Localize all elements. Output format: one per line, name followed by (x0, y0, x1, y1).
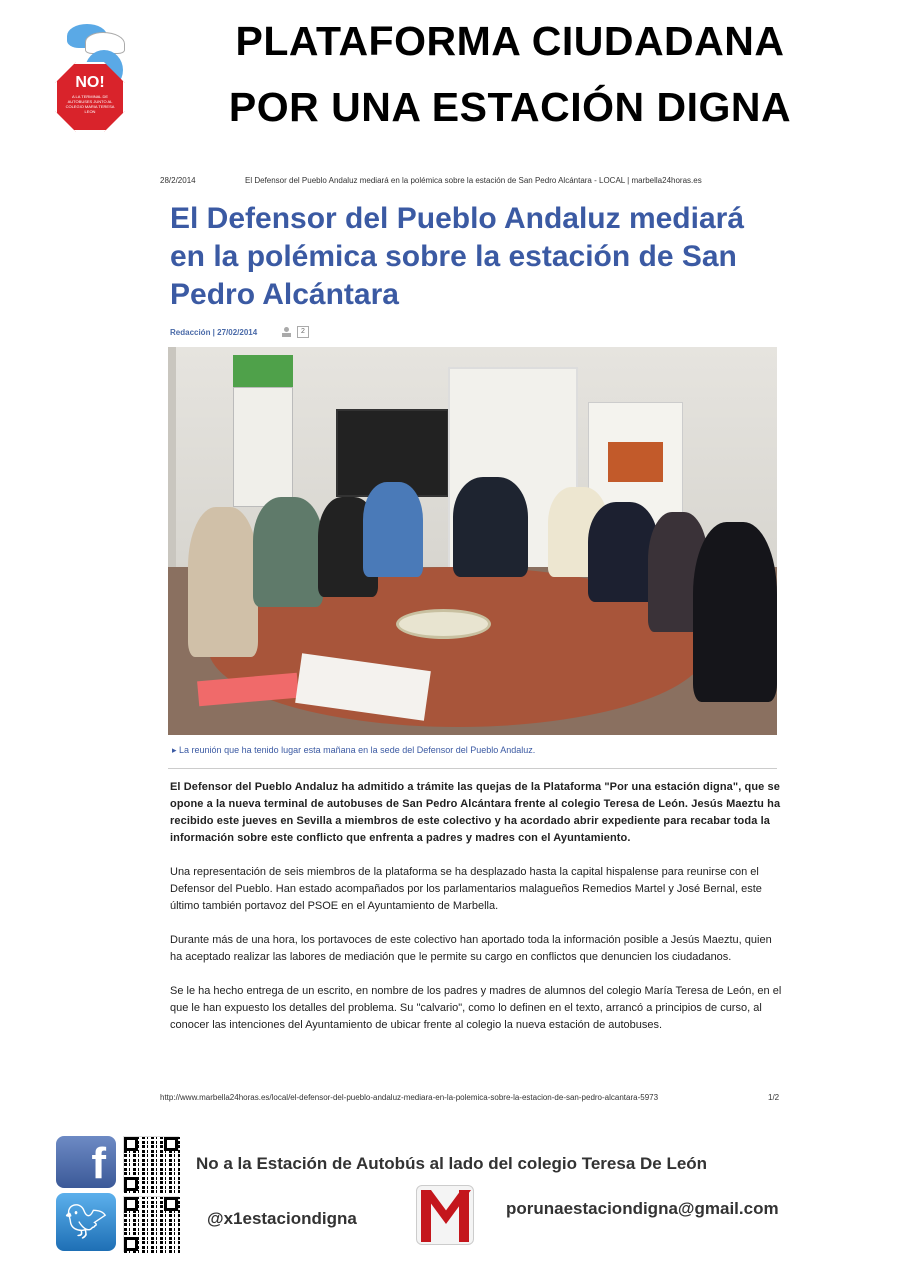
article-photo (168, 347, 777, 735)
paragraph: Una representación de seis miembros de la plataforma se ha desplazado hasta la capital hispalense para reunirse con el Defensor del Pueblo. Han estado acompañados por los parlamentarios malagueños Remedios Martel y José Bernal, este último también portavoz del PSOE en el Ayuntamiento de Marbella. (170, 866, 762, 912)
paragraph: El Defensor del Pueblo Andaluz ha admitido a trámite las quejas de la Plataforma "Por una estación digna", que se opone a la nueva terminal de autobuses de San Pedro Alcántara frente al colegio Teresa de León. Jesús Maeztu ha recibido este jueves en Sevilla a miembros de este colectivo y ha acordado abrir expediente para recabar toda la información sobre este conflicto que enfrenta a padres y madres con el Ayuntamiento. (170, 781, 781, 844)
facebook-qr-code (123, 1136, 179, 1192)
facebook-page-name[interactable]: No a la Estación de Autobús al lado del colegio Teresa De León (196, 1154, 708, 1173)
facebook-icon[interactable]: f (56, 1136, 116, 1188)
logo-subtext: A LA TERMINAL DE AUTOBUSES JUNTO AL COLEGIO MARIA TERESA LEON (65, 94, 115, 114)
paragraph: Durante más de una hora, los portavoces de este colectivo han aportado toda la información posible a Jesús Maeztu, quien ha aceptado realizar las labores de mediación que le permite su cargo en conflictos que denuncien los ciudadanos. (170, 934, 772, 963)
play-arrow-icon: ▸ (172, 745, 180, 755)
page-title-line1: PLATAFORMA CIUDADANA (235, 18, 785, 64)
paragraph: Se le ha hecho entrega de un escrito, en nombre de los padres y madres de alumnos del colegio María Teresa de León, en el que le han expuesto los detalles del problema. Su "calvario", como lo definen en el texto, arrancó a principios de curso, al conocer las intenciones del Ayuntamiento de ubicar frente al colegio la nueva estación de autobuses. (170, 985, 782, 1031)
logo-no-text: NO! (75, 74, 105, 91)
caption-text: La reunión que ha tenido lugar esta mañana en la sede del Defensor del Pueblo Andaluz. (179, 745, 536, 755)
print-date: 28/2/2014 (160, 176, 196, 185)
smurf-logo (45, 22, 135, 130)
twitter-qr-code (123, 1196, 179, 1252)
twitter-handle[interactable]: @x1estaciondigna (207, 1209, 357, 1228)
article-byline: Redacción | 27/02/2014 (170, 328, 258, 337)
print-source: El Defensor del Pueblo Andaluz mediará en la polémica sobre la estación de San Pedro Alcántara - LOCAL | marbella24horas.es (245, 176, 702, 185)
article-headline: El Defensor del Pueblo Andaluz mediará en la polémica sobre la estación de San Pedro Alcántara (170, 202, 745, 311)
page-title-line2: POR UNA ESTACIÓN DIGNA (228, 84, 792, 130)
twitter-icon[interactable]: 🐦︎ (56, 1193, 116, 1251)
article-body (170, 779, 782, 1051)
print-url[interactable]: http://www.marbella24horas.es/local/el-defensor-del-pueblo-andaluz-mediara-en-la-polemica-sobre-la-estacion-de-san-pedro-alcantara-5973 (160, 1093, 659, 1102)
photo-caption (172, 745, 535, 756)
user-icon (282, 327, 291, 337)
comments-badge[interactable]: 2 (297, 326, 309, 338)
page-number: 1/2 (768, 1093, 780, 1102)
contact-email[interactable]: porunaestaciondigna@gmail.com (506, 1199, 779, 1218)
divider (168, 768, 777, 769)
gmail-icon[interactable] (416, 1185, 474, 1245)
